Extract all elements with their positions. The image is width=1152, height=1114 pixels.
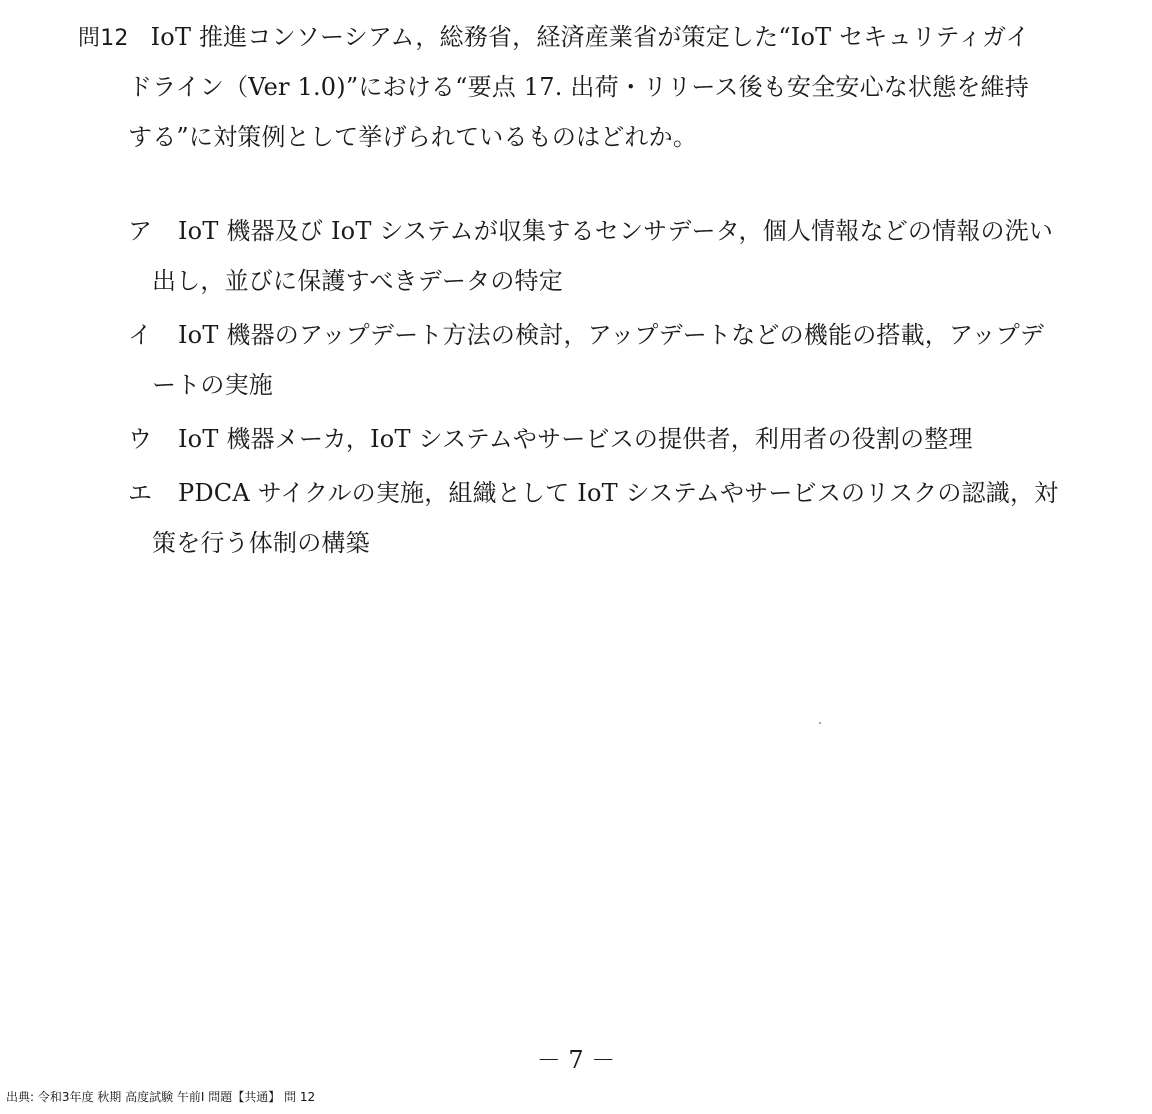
choice-e bbox=[128, 468, 1088, 568]
choice-a-text-line-2: 出し，並びに保護すべきデータの特定 bbox=[152, 267, 563, 295]
choice-i-line-1 bbox=[128, 310, 1088, 360]
scan-speck bbox=[819, 722, 821, 724]
question-number: 問12 bbox=[78, 26, 129, 51]
question-line-1 bbox=[78, 12, 1078, 62]
answer-choices bbox=[128, 206, 1088, 572]
choice-a-text-line-1: IoT 機器及び IoT システムが収集するセンサデータ，個人情報などの情報の洗い bbox=[178, 217, 1054, 245]
page-number: － 7 － bbox=[536, 1046, 616, 1074]
choice-a-letter: ア bbox=[128, 217, 153, 245]
source-citation: 出典: 令和3年度 秋期 高度試験 午前Ⅰ 問題【共通】 問 12 bbox=[6, 1090, 316, 1104]
choice-u-letter: ウ bbox=[128, 425, 153, 453]
choice-e-text-line-2: 策を行う体制の構築 bbox=[152, 529, 370, 557]
choice-e-line-1 bbox=[128, 468, 1088, 518]
question-line-3: する”に対策例として挙げられているものはどれか。 bbox=[128, 123, 698, 151]
question-block bbox=[78, 12, 1078, 162]
question-line-2: ドライン（Ver 1.0)”における“要点 17. 出荷・リリース後も安全安心な状態を維持 bbox=[128, 73, 1030, 101]
choice-i-letter: イ bbox=[128, 321, 153, 349]
choice-a bbox=[128, 206, 1088, 306]
question-text-line-1: IoT 推進コンソーシアム，総務省，経済産業省が策定した“IoT セキュリティガイ bbox=[150, 23, 1030, 51]
choice-i bbox=[128, 310, 1088, 410]
choice-i-text-line-1: IoT 機器のアップデート方法の検討，アップデートなどの機能の搭載，アップデ bbox=[178, 321, 1045, 349]
choice-u bbox=[128, 414, 1088, 464]
choice-e-letter: エ bbox=[128, 479, 153, 507]
choice-i-text-line-2: ートの実施 bbox=[152, 371, 273, 399]
choice-u-text-line-1: IoT 機器メーカ，IoT システムやサービスの提供者，利用者の役割の整理 bbox=[178, 425, 973, 453]
choice-e-text-line-1: PDCA サイクルの実施，組織として IoT システムやサービスのリスクの認識，対 bbox=[178, 479, 1059, 507]
choice-a-line-1 bbox=[128, 206, 1088, 256]
choice-u-line-1 bbox=[128, 414, 1088, 464]
